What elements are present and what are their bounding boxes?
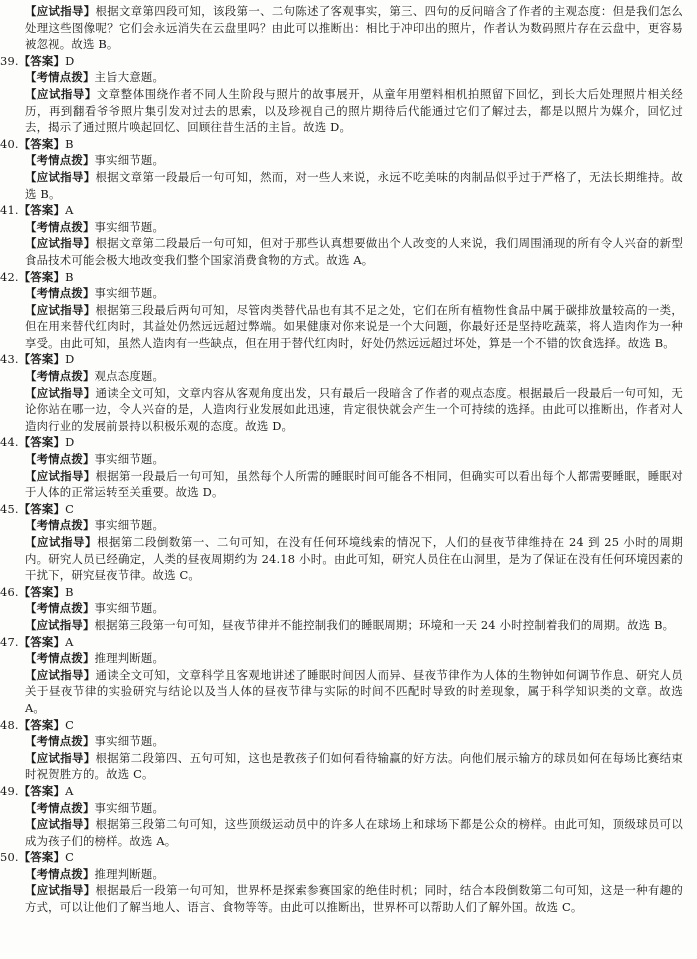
answer-label: 【答案】 [18, 136, 66, 151]
answer-label: 【答案】 [18, 435, 66, 450]
guide-text: 根据最后一段第一句可知，世界杯是探索参赛国家的绝佳时机；同时，结合本段倒数第二句可知，这是一种有趣的方式，可以让他们了解当地人、语言、食物等等。由此可以推断出，世界杯可以帮助人们了解外国。故选 C。 [25, 883, 684, 915]
question-number: 43. [0, 352, 19, 367]
answer-line [0, 584, 683, 601]
point-text: 事实细节题。 [94, 734, 165, 749]
answer-line [0, 849, 683, 866]
point-text: 事实细节题。 [94, 800, 165, 815]
answer-line [0, 434, 683, 451]
guide-label: 【应试指导】 [25, 302, 96, 317]
answer-line [0, 783, 683, 800]
guide-label: 【应试指导】 [25, 86, 97, 101]
question-number: 47. [0, 634, 19, 649]
question-item-47 [0, 634, 684, 717]
guide-line [22, 750, 683, 783]
point-text: 观点态度题。 [94, 369, 165, 384]
guide-text: 根据第三段第一句可知，昼夜节律并不能控制我们的睡眠周期；环境和一天 24 小时控制着我们的周期。故选 B。 [94, 617, 675, 632]
point-text: 事实细节题。 [94, 518, 165, 533]
question-number: 40. [0, 136, 19, 151]
guide-text: 根据第二段倒数第一、二句可知，在没有任何环境线索的情况下，人们的昼夜节律维持在 24 到 25 小时的周期内。研究人员已经确定，人类的昼夜周期约为 24.18 小时。由此可知，研究人员住在山洞里，是为了保证在没有任何环境因素的干扰下，研究昼夜节律。故选 C。 [25, 535, 683, 583]
guide-line [22, 816, 683, 849]
guide-label: 【应试指导】 [25, 667, 96, 682]
guide-line [22, 617, 683, 634]
question-number: 41. [0, 203, 19, 218]
guide-label: 【应试指导】 [25, 535, 97, 549]
point-line [22, 733, 683, 750]
answer-value: D [65, 53, 75, 68]
point-line [22, 866, 683, 883]
point-line [22, 517, 683, 534]
guide-label: 【应试指导】 [25, 817, 96, 832]
point-label: 【考情点拨】 [25, 734, 95, 749]
point-line [22, 69, 683, 86]
guide-line [22, 882, 683, 915]
answer-line [0, 501, 683, 518]
answer-line [0, 269, 683, 286]
point-label: 【考情点拨】 [25, 153, 95, 168]
answer-value: A [65, 203, 74, 218]
point-label: 【考情点拨】 [25, 518, 95, 533]
guide-line [22, 667, 683, 717]
answer-label: 【答案】 [18, 203, 66, 218]
answer-line [0, 351, 683, 368]
point-text: 主旨大意题。 [94, 70, 165, 85]
question-number: 45. [0, 501, 19, 516]
answer-value: D [65, 435, 75, 450]
question-item-45 [0, 501, 683, 584]
answer-label: 【答案】 [18, 634, 66, 649]
point-label: 【考情点拨】 [25, 369, 95, 384]
point-text: 事实细节题。 [94, 153, 165, 168]
point-text: 事实细节题。 [94, 601, 165, 616]
question-item-41 [0, 202, 684, 268]
question-number: 48. [0, 717, 19, 732]
guide-text: 根据文章第四段可知，该段第一、二句陈述了客观事实，第三、四句的反问暗含了作者的主观态度：但是我们怎么处理这些图像呢？它们会永远消失在云盘里吗？由此可以推断出：相比于冲印出的照片，作者认为数码照片存在云盘中，更容易被忽视。故选 B。 [25, 4, 684, 52]
point-label: 【考情点拨】 [25, 219, 95, 234]
question-item-39 [0, 53, 683, 136]
guide-text: 根据文章第一段最后一句可知，然而，对一些人来说，永远不吃美味的肉制品似乎过于严格了，无法长期维持。故选 B。 [25, 169, 684, 201]
guide-label: 【应试指导】 [25, 617, 95, 632]
guide-text: 通读全文可知，文章科学且客观地讲述了睡眠时间因人而异、昼夜节律作为人体的生物钟如何调节作息、研究人员关于昼夜节律的实验研究与结论以及当人体的昼夜节律与实际的时间不匹配时导致的时差现象，属于科学知识类的文章。故选 A。 [25, 667, 684, 715]
answer-value: A [65, 783, 74, 798]
question-item-48 [0, 717, 684, 783]
point-label: 【考情点拨】 [25, 866, 95, 881]
answer-label: 【答案】 [18, 584, 66, 599]
point-label: 【考情点拨】 [25, 601, 95, 616]
answer-label: 【答案】 [18, 850, 66, 865]
guide-line [22, 235, 683, 268]
answer-line [0, 136, 683, 153]
guide-label: 【应试指导】 [25, 4, 96, 18]
point-line [22, 219, 683, 236]
guide-line [22, 302, 683, 352]
point-line [22, 368, 683, 385]
point-label: 【考情点拨】 [25, 651, 95, 666]
question-number: 39. [0, 53, 19, 68]
point-text: 事实细节题。 [94, 286, 165, 301]
question-list [0, 53, 684, 916]
guide-line [22, 468, 683, 501]
question-number: 42. [0, 269, 19, 284]
point-label: 【考情点拨】 [25, 800, 95, 815]
point-label: 【考情点拨】 [25, 286, 95, 301]
question-item-40 [0, 136, 684, 202]
answer-label: 【答案】 [18, 717, 66, 732]
carryover-guide [22, 3, 683, 53]
answer-line [0, 717, 683, 734]
answer-value: C [65, 501, 75, 516]
question-number: 44. [0, 435, 19, 450]
question-item-46 [0, 584, 683, 634]
point-text: 事实细节题。 [94, 219, 165, 234]
guide-label: 【应试指导】 [25, 883, 96, 898]
answer-label: 【答案】 [18, 501, 66, 516]
answer-line [0, 634, 683, 651]
guide-label: 【应试指导】 [25, 750, 96, 765]
question-item-49 [0, 783, 684, 849]
point-text: 推理判断题。 [94, 866, 165, 881]
answer-label: 【答案】 [18, 53, 66, 68]
guide-line [22, 169, 683, 202]
answer-value: C [65, 850, 75, 865]
point-label: 【考情点拨】 [25, 452, 95, 467]
answer-value: B [65, 269, 74, 284]
answer-value: B [65, 136, 74, 151]
guide-label: 【应试指导】 [25, 468, 96, 483]
point-line [22, 800, 683, 817]
guide-line [22, 534, 683, 584]
answer-value: D [65, 352, 75, 367]
question-item-43 [0, 351, 684, 434]
guide-label: 【应试指导】 [25, 385, 96, 400]
point-text: 推理判断题。 [94, 651, 165, 666]
guide-line [22, 86, 683, 136]
guide-text: 文章整体围绕作者不同人生阶段与照片的故事展开，从童年用塑料相机拍照留下回忆，到长大后处理照片相关经历，再到翻看爷爷照片集引发对过去的思索，以及珍视自己的照片期待后代能通过它们了解过去，都是以照片为媒介，回忆过去，揭示了通过照片唤起回忆、回顾往昔生活的主旨。故选 D。 [25, 86, 683, 135]
question-item-44 [0, 434, 684, 500]
guide-line [22, 385, 683, 435]
point-line [22, 600, 683, 617]
point-line [22, 650, 683, 667]
point-line [22, 285, 683, 302]
answer-value: A [65, 634, 74, 649]
answer-label: 【答案】 [18, 352, 66, 367]
point-line [22, 451, 683, 468]
point-label: 【考情点拨】 [25, 70, 95, 85]
question-number: 50. [0, 850, 19, 865]
question-item-50 [0, 849, 684, 915]
question-item-42 [0, 269, 684, 352]
answer-value: B [65, 584, 74, 599]
answer-label: 【答案】 [18, 269, 66, 284]
guide-label: 【应试指导】 [25, 169, 96, 184]
answer-label: 【答案】 [18, 783, 66, 798]
guide-text: 根据第一段最后一句可知，虽然每个人所需的睡眠时间可能各不相同，但确实可以看出每个人都需要睡眠，睡眠对于人体的正常运转至关重要。故选 D。 [25, 468, 684, 500]
guide-text: 根据第二段第四、五句可知，这也是教孩子们如何看待输赢的好方法。向他们展示输方的球员如何在每场比赛结束时祝贺胜方的。故选 C。 [25, 750, 684, 782]
answer-value: C [65, 717, 75, 732]
answer-line [0, 53, 683, 70]
point-line [22, 152, 683, 169]
guide-text: 通读全文可知，文章内容从客观角度出发，只有最后一段暗含了作者的观点态度。根据最后一段最后一句可知，无论你站在哪一边，令人兴奋的是，人造肉行业发展如此迅速，肯定很快就会产生一个可持续的选择。由此可以推断出，作者对人造肉行业的发展前景持以积极乐观的态度。故选 D。 [25, 385, 684, 433]
question-number: 46. [0, 584, 19, 599]
answer-line [0, 202, 683, 219]
guide-text: 根据第三段最后两句可知，尽管肉类替代品也有其不足之处，它们在所有植物性食品中属于碳排放量较高的一类，但在用来替代红肉时，其益处仍然远远超过弊端。如果健康对你来说是一个大问题，你最好还是坚持吃蔬菜，将人造肉作为一种享受。由此可知，虽然人造肉有一些缺点，但在用于替代红肉时，好处仍然远远超过坏处，算是一个不错的饮食选择。故选 B。 [25, 302, 684, 350]
guide-label: 【应试指导】 [25, 236, 96, 251]
guide-text: 根据第三段第二句可知，这些顶级运动员中的许多人在球场上和球场下都是公众的榜样。由此可知，顶级球员可以成为孩子们的榜样。故选 A。 [25, 817, 684, 848]
guide-text: 根据文章第二段最后一句可知，但对于那些认真想要做出个人改变的人来说，我们周围涌现的所有令人兴奋的新型食品技术可能会极大地改变我们整个国家消费食物的方式。故选 A。 [25, 236, 684, 267]
point-text: 事实细节题。 [94, 452, 165, 467]
question-number: 49. [0, 783, 19, 798]
